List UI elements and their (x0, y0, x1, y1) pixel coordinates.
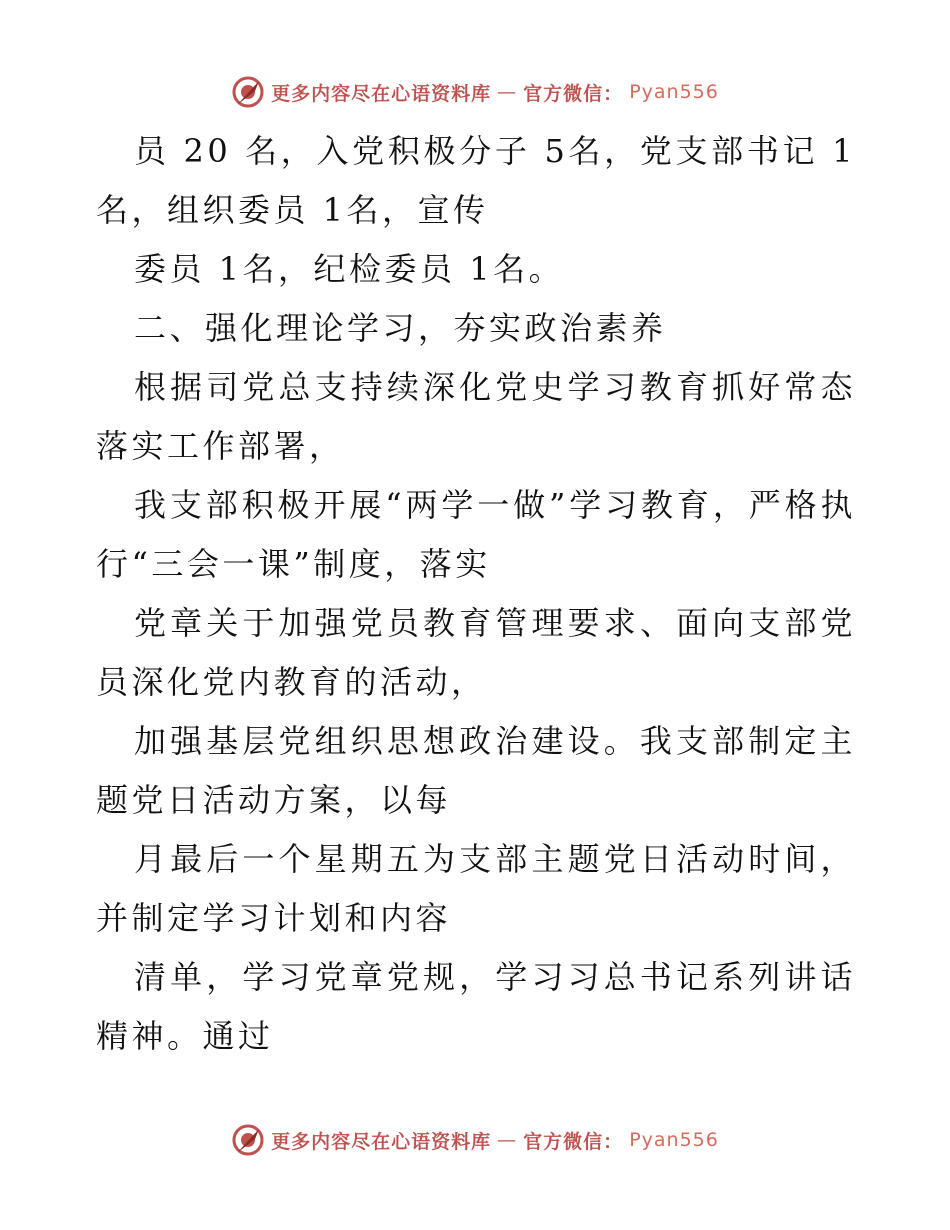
watermark-separator: — (497, 1129, 518, 1151)
paragraph-4: 根据司党总支持续深化党史学习教育抓好常态落实工作部署， (96, 368, 856, 465)
watermark-separator: — (497, 81, 518, 103)
watermark-wechat-id: Pyan556 (629, 81, 719, 103)
quill-logo-icon (231, 1123, 265, 1157)
watermark-wechat-label: 官方微信： (523, 82, 624, 105)
header-watermark (0, 72, 950, 112)
watermark-site-text: 更多内容尽在心语资料库 (271, 82, 492, 105)
watermark-wechat-label: 官方微信： (523, 1130, 624, 1153)
document-body (96, 122, 856, 1066)
paragraph-1: 员 20 名，入党积极分子 5名，党支部书记 1名，组织委员 1名，宣传 (96, 132, 856, 229)
paragraph-7: 加强基层党组织思想政治建设。我支部制定主题党日活动方案，以每 (96, 722, 856, 819)
footer-watermark (0, 1120, 950, 1160)
paragraph-3-heading: 二、强化理论学习，夯实政治素养 (134, 309, 667, 347)
paragraph-6: 党章关于加强党员教育管理要求、面向支部党员深化党内教育的活动， (96, 604, 856, 701)
paragraph-5: 我支部积极开展“两学一做”学习教育，严格执行“三会一课”制度，落实 (96, 486, 856, 583)
paragraph-9: 清单，学习党章党规，学习习总书记系列讲话精神。通过 (96, 958, 856, 1055)
quill-logo-icon (231, 75, 265, 109)
watermark-wechat-id: Pyan556 (629, 1129, 719, 1151)
paragraph-8: 月最后一个星期五为支部主题党日活动时间，并制定学习计划和内容 (96, 840, 856, 937)
watermark-site-text: 更多内容尽在心语资料库 (271, 1130, 492, 1153)
paragraph-2: 委员 1名，纪检委员 1名。 (134, 250, 565, 288)
